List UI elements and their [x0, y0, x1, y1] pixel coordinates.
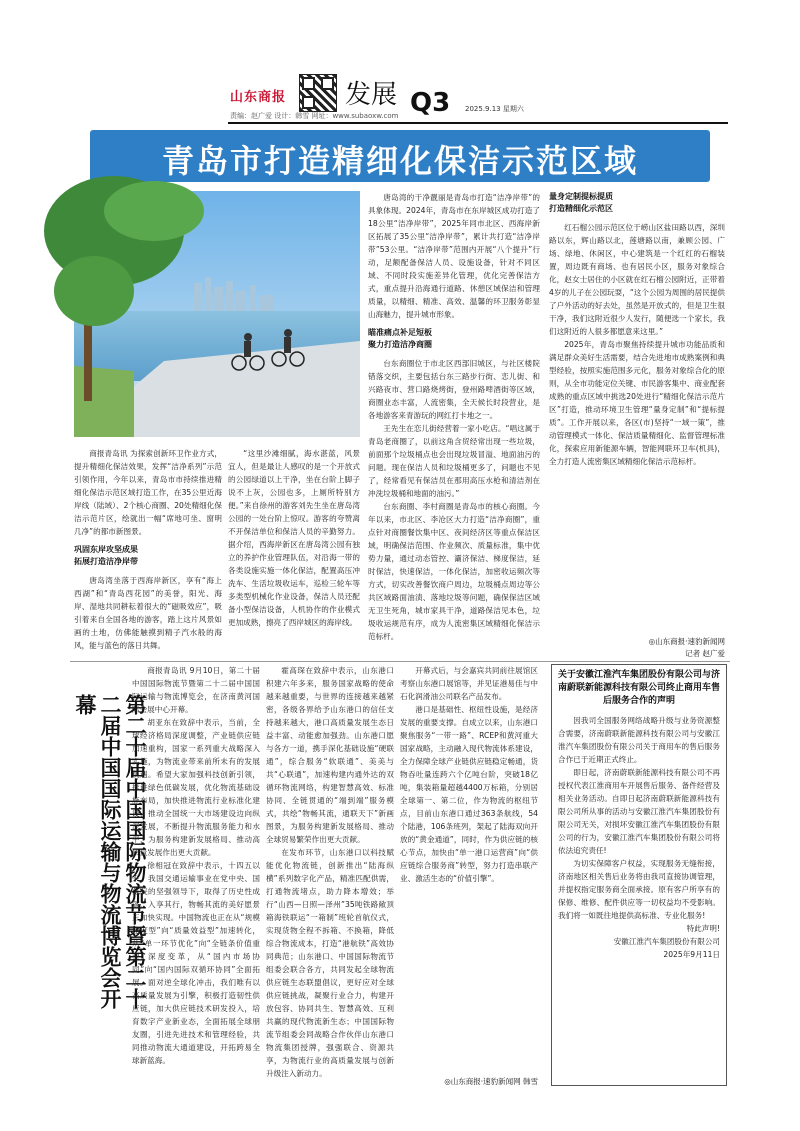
section-title: 发展 — [345, 80, 398, 110]
section-divider — [70, 661, 730, 662]
masthead-rule — [228, 122, 728, 124]
article2-column1 — [132, 664, 260, 1084]
article-photo — [74, 191, 360, 437]
masthead-brand: 山东商报 — [230, 90, 287, 105]
notice-signature: 安徽江淮汽车集团股份有限公司 — [613, 937, 720, 946]
article2-column3 — [400, 664, 538, 1076]
notice-date: 2025年9月11日 — [663, 950, 720, 959]
notice-paragraph: 为切实保障客户权益，实现服务无缝衔接，济南地区相关售后业务将由我司直接协调管理，并提权指定服务商全面承接。原有客户所享有的保修、维修、配件供应等一切权益均不受影响。我们将一如既往地提供高标准、专业化服务! — [558, 859, 720, 920]
article2-paragraph: 在发布环节，山东港口以科技赋能优化物流链，创新推出“陆海纵横”系列数字化产品，精准匹配供需，打通物流堵点，助力降本增效；举行“山西—日照—泽州”35吨铁路敞顶箱海铁联运“一箱制”班轮首航仪式，实现货物全程不拆箱、不换箱，降低综合物流成本，打造“港航铁”高效协同典范；山东港口、中国国际物流节组委会联合各方，共同发起全球物流供应链生态联盟倡议，更好应对全球供应链挑战，凝聚行业合力，构建开放包容、协同共生、智慧高效、互利共赢的现代物流新生态；中国国际物流节组委会同战略合作伙伴山东港口物流集团授牌，强强联合、资源共享，为物流行业的高质量发展与创新升级注入新动力。 — [266, 848, 394, 1078]
page-number: Q3 — [410, 88, 451, 118]
article2-title-line2: 第二十届中国国际物流节暨第二十二届 — [98, 694, 147, 1009]
article1-paragraph: 红石榴公园示范区位于崂山区盐田路以西，深圳路以东，辉山路以北，莲塘路以南，兼顾公园、广场、绿地、休闲区，中心建筑是一个红红的石榴装置，周边既有商场、也有居民小区，服务对象综合化，赵女士居住的小区就在红石榴公园附近，正带着4岁的儿子在公园玩耍，“这个公园为周围的居民提供了户外活动的好去处，虽然是开放式的，但是卫生很干净，我们这附近很少人发行，随便选一个家长，我们这附近的人很多都愿意来这里。” — [549, 223, 725, 336]
issue-date: 2025.9.13 星期六 — [465, 105, 524, 113]
editor-credits: 责编：赵广爱 设计：韩雪 网址：www.subaoxw.com — [230, 112, 399, 120]
article1-paragraph: 王先生在恋儿街经营着一家小吃店。“唱这属于青岛老商圈了，以前这角含贸经常出现一些垃圾，前面那个垃圾桶点也会出现垃圾冒溢、地面油污的问题。现在保洁人员和垃圾桶更多了，问题也不见了，经常看见有保洁员在那用高压水枪和清洁剂在冲洗垃圾桶和地面的油污。” — [368, 424, 540, 498]
article1-paragraph: 唐岛湾坐落于西海岸新区，享有“海上西湖”和“青岛西花园”的美誉，阳光、海岸、湿地共同耕耘着很大的“磁吸效应”，吸引着来自全国各地的游客，踏上这片风景如画的土地，仿佛能触摸到精子汽水般的海风，能与蓝色的落日共舞。 — [74, 576, 222, 650]
article1-column4 — [549, 191, 725, 631]
article2-paragraph: 胡亚东在致辞中表示，当前，全球经济格局深度调整，产业链供应链加速重构，国家一系列重大战略深入实施，为物流业带来前所未有的发展机遇。希望大家加强科技创新引领，推进绿色低碳发展，优化物流基础设施布局，加快推进物流行业标准化建设，推动全国统一大市场建设边向纵深发展，不断提升物流服务能力和水平，为服务构建新发展格局、推动高质量发展作出更大贡献。 — [132, 718, 260, 857]
article2-paragraph: 徐相冠在致辞中表示，十四五以来，我国交通运输事业在党中央、国务院的坚强领导下，取得了历史性成就，入享其行，物畅其流的美好愿景正加快实现。中国物流也正在从“规模速度型”向“质量效益型”加速转化，从“单一环节优化”向“全链条价值重塑”深度变革，从“国内市场协同”向“国内国际双循环协同”全面拓展。面对逆全球化冲击，我们唯有以高质量发展为引擎，积极打造韧性供应链，加大供应链技术研发投入，培育数字产业新业态，全面拓展全球朋友圈，引进先进技术和管理经验，共同推动物流大通道建设，开拓跨易全球新蓝海。 — [132, 861, 260, 1065]
article1-subhead2: 瞄准痛点补足短板 聚力打造洁净商圈 — [368, 328, 432, 349]
article2-column2 — [266, 664, 394, 1084]
headline: 青岛市打造精细化保洁示范区域 — [161, 142, 638, 180]
article1-subhead1: 巩固东岸攻坚成果 拓展打造洁净岸带 — [74, 545, 138, 566]
article1-column3 — [368, 191, 540, 661]
notice-paragraph: 即日起，济南蔚联新能源科技有限公司不再授权代表江淮商用车开展售后服务、备件经营及相关业务活动。自即日起济南蔚联新能源科技有限公司所从事的活动与安徽江淮汽车集团股份有限公司无关，对损坏安徽江淮汽车集团股份有限公司的行为，安徽江淮汽车集团股份有限公司将依法追究责任! — [558, 768, 720, 855]
notice-paragraph: 因我司全国服务网络战略升级与业务资源整合需要，济南蔚联新能源科技有限公司与安徽江淮汽车集团股份有限公司关于商用车的售后服务合作已于近期正式终止。 — [558, 716, 720, 764]
article2-paragraph: 商报青岛讯 9月10日，第二十届中国国际物流节暨第二十二届中国国际运输与物流博览会，在济南黄河国际会展中心开幕。 — [132, 666, 260, 714]
article2-credit: ◎山东商报·速豹新闻网 韩雪 — [444, 1077, 538, 1086]
article1-column2 — [228, 447, 360, 661]
article1-paragraph: “这里沙滩细腻，海水湛蓝，风景宜人，但是最让人感叹的是一个开放式的公园绿道以上干净，坐在台阶上脚子说不上灰，公园也多，上厕所特别方便。”来自徐州的游客刘先生坐在唐岛湾公园的一处台阶上惊叹。游客的夸赞离不开保洁单位和保洁人员的辛勤努力。据介绍，西海岸新区在唐岛湾公园有独立的养护作业管理队伍，对沿海一带的各类设施实施一体化保洁，配置高压冲洗车、生活垃圾收运车，巡检三轮车等多类型机械化作业设备，保洁人员还配备小型保洁设备，人机协作的作业模式更加成熟，擦亮了西岸城区的海岸线。 — [228, 449, 360, 627]
qr-code-icon — [299, 74, 337, 112]
notice-body — [558, 714, 720, 961]
article2-paragraph: 港口是基础性、枢纽性设施，是经济发展的重要支撑。自成立以来，山东港口聚焦服务“一带一路”、RCEP和黄河重大国家战略，主动融入现代物流体系建设，全力保障全球产业链供应链稳定畅通，货物吞吐量连跨六个亿吨台阶，突破18亿吨，集装箱量超越4400万标箱，分别居全球第一、第二位，作为物流的枢纽节点，目前山东港口通过363条航线，54个陆港，106条班列，架起了陆海双向开放的“黄金通道”，同时，作为供应链的核心节点，加快由“单一港口运营商”向“供应链综合服务商”转型，努力打造串联产业、激活生态的“价值引擎”。 — [400, 705, 538, 883]
article1-paragraph: 唐岛湾的干净靓丽是青岛市打造“洁净岸带”的具象体现。2024年，青岛市在东岸城区成功打造了18公里“洁净岸带”，2025年同市北区、西海岸新区拓展了35公里“洁净岸带”，累计共打造“洁净岸带”53公里。“洁净岸带”范围内开展“八个提升”行动，足额配备保洁人员、设施设备，针对不同区域、不同时段实施差异化管理，优化完善保洁方式，重点提升沿海通行道路、休憩区域保洁和管理质量，以精细、精准、高效、温馨的环卫服务彰显山海魅力，提升城市形象。 — [368, 193, 540, 319]
notice-closing: 特此声明! — [686, 924, 720, 933]
article2-title-line1: 中国国际运输与物流博览会开幕 — [73, 694, 122, 1009]
notice-box — [551, 664, 727, 1086]
article1-column1 — [74, 447, 222, 652]
notice-title: 关于安徽江淮汽车集团股份有限公司与济南蔚联新能源科技有限公司终止商用车售后服务合作的声明 — [558, 670, 721, 706]
article1-subhead3: 量身定制提标提质 打造精细化示范区 — [549, 192, 613, 213]
article1-paragraph: 台东商圈位于市北区西部旧城区，与社区楼院错落交织，主要包括台东三路步行街、恋儿街、和兴路夜市、营口路烧烤街，登州路啤酒街等区域，商圈业态丰富，人流密集，全天候长时段营业，是各地游客来青游玩的网红打卡地之一。 — [368, 359, 540, 420]
article2-title-block — [72, 694, 147, 1014]
seaside-photo-illustration — [74, 191, 360, 437]
article1-lead: 商报青岛讯 为探索创新环卫作业方式，提升精细化保洁效果，发挥“洁净系列”示范引领作用，今年以来，青岛市市持续推进精细化保洁示范区域打造工作，在35公里近海岸线（陆域）、2个核心商圈、20处精细化保洁示范片区，绘就出一幅“席地可坐、窗明几净”的都市新图景。 — [74, 449, 222, 536]
article1-credit: ◎山东商报·速豹新闻网 记者 赵广爱 — [648, 637, 725, 658]
article1-paragraph: 台东商圈、李村商圈是青岛市的核心商圈。今年以来，市北区、李沧区大力打造“洁净商圈”，重点针对商圈餐饮集中区、夜间经济区等重点保洁区域，明确保洁范围、作业频次、质量标准，集中优势力量，通过动态管控、灞济保洁、梯度保洁，延时保洁，快速保洁，一体化保洁，加密收运频次等方式，切实改善餐饮商户周边，垃圾桶点周边等公共区域路面油渍、落地垃圾等问题，确保保洁区域无卫生死角，城市家具干净，道路保洁见本色，垃圾收运规范有序，成为人流密集区域精细化保洁示范标杆。 — [368, 502, 540, 641]
article2-paragraph: 霍高琛在致辞中表示，山东港口积建六年多来，服务国家战略的使命越来越重要，与世界的连接越来越紧密，各级各界给予山东港口的信任支持越来越大，港口高质量发展生态日益丰富、动能愈加强劲。山东港口愿与各方一道，携手深化基础设施“硬联通”，综合服务“软联通”、美美与共“心联通”，加速构建内通外达的双循环物流网络，构建智慧高效、标准协同、全链贯通的“端到端”服务模式，共绘“物畅其流，通联天下”新画图景，为服务构建新发展格局、推动全球贸易繁荣作出更大贡献。 — [266, 666, 394, 844]
article2-paragraph: 开幕式后，与会嘉宾共同前往展馆区考察山东港口展馆等，并见证港易佳与中石化润滑油公司联名产品发布。 — [400, 666, 538, 701]
article1-paragraph: 2025年，青岛市聚焦持续提升城市功能品质和满足群众美好生活需要，结合先进地市成熟案例和典型经验，按照实施范围多元化，服务对象综合化的原则，从全市功能定位关键、市民游客集中、商业配套成熟的重点区域中挑选20处进行“精细化保洁示范片区”打造，推动环境卫生管理“量身定制”和“提标提质”。工作开展以来，各区(市)坚持“一域一策”，推动管理模式一体化、保洁质量精细化、监督管理标准化，探索应用新能源车辆，智能网联环卫车(机具)，全力打造人流密集区域精细化保洁示范标杆。 — [549, 340, 725, 466]
